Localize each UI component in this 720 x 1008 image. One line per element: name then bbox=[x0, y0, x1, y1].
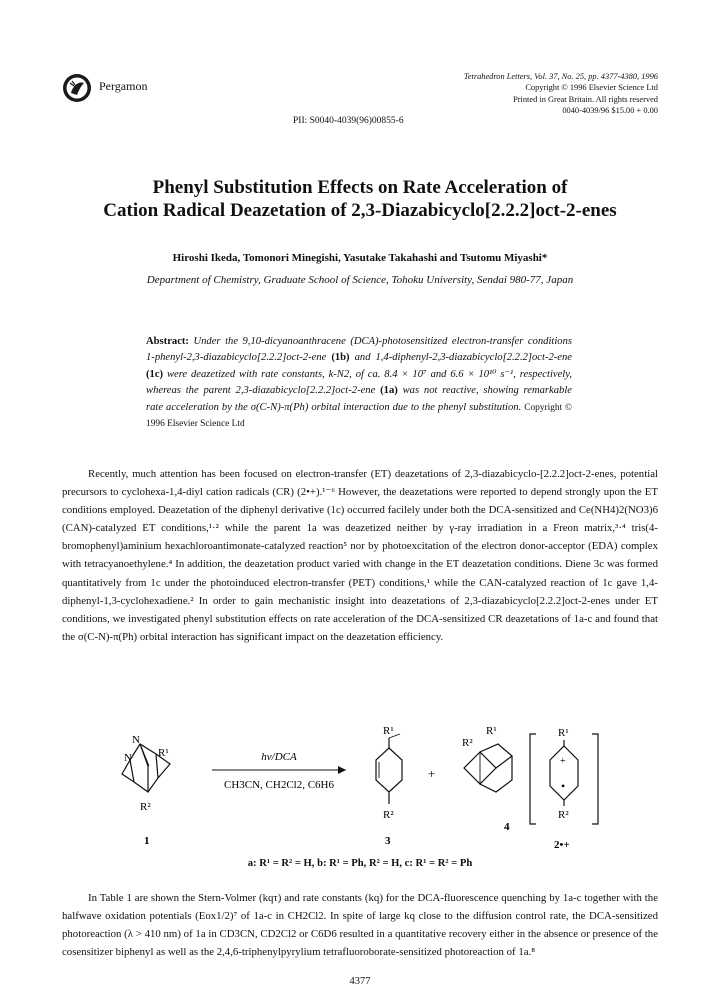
r1-label-4: R¹ bbox=[486, 725, 497, 737]
scheme-caption: a: R¹ = R² = H, b: R¹ = Ph, R² = H, c: R¹ = R² = Ph bbox=[247, 858, 473, 869]
compound-label-3: 3 bbox=[385, 835, 391, 847]
radical-dot: • bbox=[561, 779, 566, 793]
r2-label-1: R² bbox=[140, 801, 151, 813]
r1-label-2: R¹ bbox=[558, 727, 569, 739]
r2-label-3: R² bbox=[383, 809, 394, 821]
r2-label-2: R² bbox=[558, 809, 569, 821]
n-label-2: N bbox=[124, 752, 132, 764]
r1-label-1: R¹ bbox=[158, 747, 169, 759]
abstract-label: Abstract: bbox=[146, 336, 189, 347]
price-line: 0040-4039/96 $15.00 + 0.00 bbox=[562, 105, 658, 115]
arrow-head bbox=[338, 766, 346, 774]
page-number: 4377 bbox=[349, 976, 371, 987]
authors: Hiroshi Ikeda, Tomonori Minegishi, Yasutake Takahashi and Tsutomu Miyashi* bbox=[172, 252, 548, 264]
article-title bbox=[60, 176, 660, 222]
compound-4-structure bbox=[464, 744, 512, 792]
cation-plus: + bbox=[560, 756, 566, 767]
copyright-line: Copyright © 1996 Elsevier Science Ltd bbox=[525, 83, 658, 93]
r1-label-3: R¹ bbox=[383, 725, 394, 737]
abstract-and: and bbox=[354, 352, 371, 364]
affiliation: Department of Chemistry, Graduate School of Science, Tohoku University, Sendai 980-77, Japan bbox=[146, 274, 574, 286]
paragraph-2-text: In Table 1 are shown the Stern-Volmer (kqτ) and rate constants (kq) for the DCA-fluorescence quenching by 1a-c together with the halfwave oxidation potentials (Eox1/2)⁷ of 1a-c in CH2Cl2. In spite of large kq close to the diffusion control rate, the DCA-sensitized photoreaction (λ > 410 nm) of 1a in CD3CN, CD2Cl2 or C6D6 resulted in a quantitative recovery either in the absence or presence of the cosensitizer biphenyl as well as the 2,4,6-triphenylpyrylium tetrafluoroborate-sensitized photoreaction of 1a.⁸ bbox=[62, 892, 658, 959]
abstract-copyright: Copyright © 1996 Elsevier Science Ltd bbox=[146, 402, 573, 430]
pii: PII: S0040-4039(96)00855-6 bbox=[293, 116, 404, 126]
compound-3-structure bbox=[376, 734, 402, 804]
compound-1b: (1b) bbox=[331, 352, 350, 364]
abstract-text-3: were deazetized with rate constants, k-N2, of ca. 8.4 × 10⁷ and 6.6 × 10¹⁰ s⁻¹, respectively, whereas the parent 2,3-diazabicyclo[2.2.2]oct-2-ene bbox=[146, 368, 572, 397]
title-line-2: Cation Radical Deazetation of 2,3-Diazabicyclo[2.2.2]oct-2-enes bbox=[103, 200, 617, 221]
r2-label-4: R² bbox=[462, 737, 473, 749]
n-label-1: N bbox=[132, 734, 140, 746]
pergamon-logo bbox=[62, 73, 92, 103]
journal-info bbox=[464, 71, 658, 116]
body-paragraph-1 bbox=[62, 465, 658, 646]
abstract bbox=[146, 334, 572, 432]
compound-1a: (1a) bbox=[380, 385, 398, 397]
publisher-name: Pergamon bbox=[99, 79, 148, 93]
abstract-text-1: Under the 9,10-dicyanoanthracene (DCA)-photosensitized electron-transfer conditions 1-phenyl-2,3-diazabicyclo[2.2.2]oct-2-ene bbox=[146, 336, 572, 364]
compound-label-1: 1 bbox=[144, 835, 150, 847]
compound-label-4: 4 bbox=[504, 821, 510, 833]
arrow-label-top: hν/DCA bbox=[261, 751, 297, 763]
plus-sign: + bbox=[428, 766, 436, 781]
printed-line: Printed in Great Britain. All rights reserved bbox=[513, 94, 658, 104]
abstract-text-2: 1,4-diphenyl-2,3-diazabicyclo[2.2.2]oct-2-ene bbox=[375, 352, 573, 364]
abstract-text-4: was not reactive, showing remarkable rate acceleration by the σ(C-N)-π(Ph) orbital interaction due to the phenyl substitution. bbox=[146, 385, 572, 413]
paragraph-1-text: Recently, much attention has been focused on electron-transfer (ET) deazetations of 2,3-diazabicyclo-[2.2.2]oct-2-enes, potential precursors to cyclohexa-1,4-diyl cation radicals (CR) (2•+).¹⁻⁶ However, the deazetations were reported to depend strongly upon the ET conditions employed. Deazetation of the diphenyl derivative (1c) occurred facilely under both the DCA-sensitized and Ce(NH4)2(NO3)6 (CAN)-catalyzed ET conditions,¹·² while the parent 1a was deazetized neither by γ-ray irradiation in a Freon matrix,³·⁴ tris(4-bromophenyl)aminium hexachloroantimonate-catalyzed reaction⁵ nor by photoexcitation of the electron donor-acceptor (EDA) complex with tetracyanoethylene.⁴ In addition, the deazetation product varied with change in the ET deazetation conditions. Diene 3c was formed quantitatively from 1c under the photoinduced electron-transfer (PET) conditions,¹ while the CAN-catalyzed reaction of 1c gave 1,4-diphenyl-1,3-cyclohexadiene.² In order to gain mechanistic insight into deazetations of 2,3-diazabicyclo[2.2.2]oct-2-enes under ET conditions, we investigated phenyl substitution effects on rate acceleration of the DCA-sensitized CR deazetations of 1a-c and found that the σ(C-N)-π(Ph) orbital interaction has significant impact on the deazetation efficiency. bbox=[62, 468, 658, 643]
compound-1c: (1c) bbox=[146, 368, 164, 380]
arrow-label-bottom: CH3CN, CH2Cl2, C6H6 bbox=[223, 779, 335, 791]
title-line-1: Phenyl Substitution Effects on Rate Acceleration of bbox=[152, 177, 568, 198]
compound-label-2: 2•+ bbox=[554, 839, 570, 851]
journal-reference: Tetrahedron Letters, Vol. 37, No. 25, pp. 4377-4380, 1996 bbox=[463, 72, 658, 81]
body-paragraph-2 bbox=[62, 889, 658, 961]
